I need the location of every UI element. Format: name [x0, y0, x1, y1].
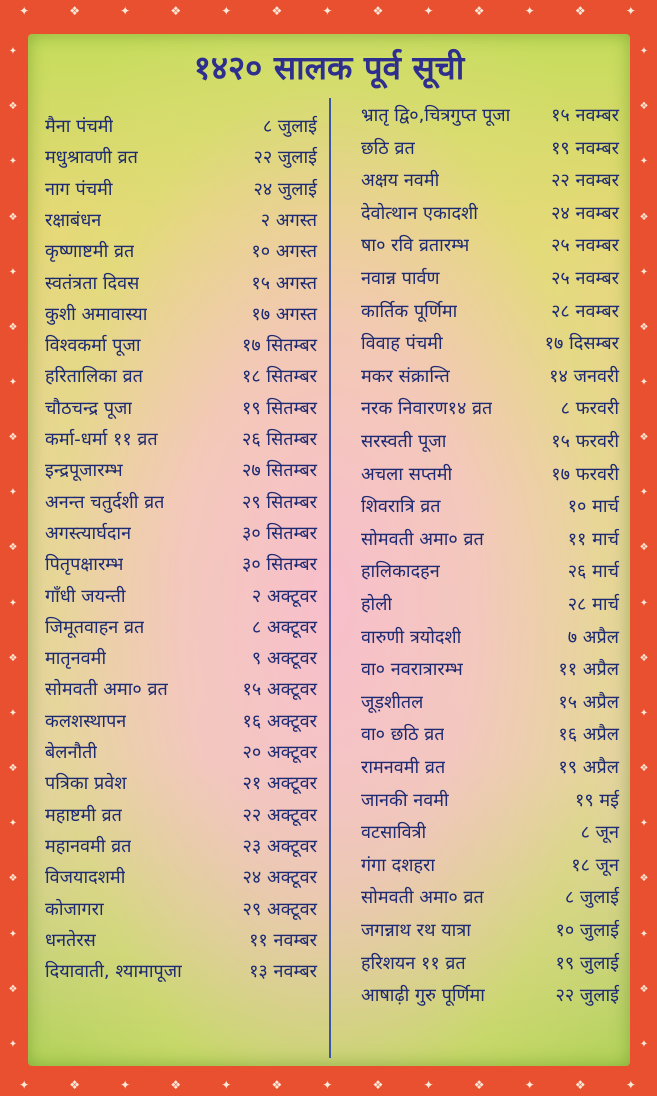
festival-name: सोमवती अमा० व्रत [361, 528, 484, 550]
list-item [45, 549, 317, 579]
festival-name: छठि व्रत [361, 137, 415, 159]
festival-name: नवान्न पार्वण [361, 268, 440, 289]
list-item [361, 948, 619, 978]
list-item [45, 925, 317, 955]
list-item [361, 752, 619, 782]
festival-date: १० मार्च [567, 496, 619, 518]
festival-name: मकर संक्रान्ति [361, 365, 450, 387]
list-item [361, 133, 619, 163]
list-item [361, 198, 619, 228]
list-item [45, 518, 317, 548]
festival-name: कार्तिक पूर्णिमा [361, 300, 458, 322]
festival-name: गाँधी जयन्ती [45, 585, 126, 607]
festival-date: ८ फरवरी [560, 398, 619, 420]
list-item [45, 612, 317, 642]
list-item [45, 831, 317, 861]
festival-name: देवोत्थान एकादशी [361, 202, 478, 224]
festival-date: ८ अक्टूवर [251, 616, 317, 638]
list-item [361, 524, 619, 554]
festival-name: हालिकादहन [361, 561, 440, 583]
left-border-ornament: ✦ ❖ ✦ ❖ ✦ ❖ ✦ ❖ ✦ ❖ ✦ ❖ ✦ ❖ ✦ ❖ ✦ ❖ ✦ [8, 46, 18, 1050]
list-item [361, 263, 619, 293]
festival-name: नरक निवारण१४ व्रत [361, 398, 493, 420]
list-item [45, 768, 317, 798]
festival-name: पत्रिका प्रवेश [45, 773, 127, 795]
festival-date: १५ अप्रैल [558, 691, 619, 713]
festival-date: २२ नवम्बर [551, 170, 619, 192]
festival-date: २ अक्टूवर [251, 585, 317, 607]
list-item [45, 862, 317, 892]
festival-list-panel [28, 34, 630, 1066]
list-item [361, 556, 619, 586]
festival-name: वा० छठि व्रत [361, 724, 445, 746]
list-item [361, 850, 619, 880]
festival-date: १७ सितम्बर [241, 335, 317, 357]
festival-date: २८ मार्च [567, 594, 619, 615]
list-item [45, 956, 317, 986]
festival-date: १९ अप्रैल [558, 757, 619, 778]
festival-date: १९ जुलाई [555, 952, 619, 974]
festival-date: १५ नवम्बर [551, 105, 619, 126]
list-item [45, 174, 317, 204]
festival-name: चौठचन्द्र पूजा [45, 397, 133, 419]
list-item [361, 654, 619, 684]
festival-date: २४ नवम्बर [551, 202, 619, 224]
festival-date: १७ अगस्त [251, 303, 317, 325]
list-item [45, 361, 317, 391]
festival-date: १७ दिसम्बर [544, 333, 619, 355]
list-item [361, 459, 619, 489]
festival-name: जिमूतवाहन व्रत [45, 616, 145, 638]
list-item [361, 882, 619, 912]
list-item [361, 589, 619, 619]
list-item [45, 268, 317, 298]
list-item [45, 706, 317, 736]
festival-name: विवाह पंचमी [361, 333, 443, 355]
festival-name: शिवरात्रि व्रत [361, 496, 441, 518]
list-item [361, 296, 619, 326]
festival-date: १० अगस्त [251, 241, 317, 263]
festival-name: जानकी नवमी [361, 789, 449, 811]
list-item [361, 100, 619, 130]
top-border-ornament: ✦ ❖ ✦ ❖ ✦ ❖ ✦ ❖ ✦ ❖ ✦ ❖ ✦ [19, 4, 638, 18]
festival-name: अक्षय नवमी [361, 170, 440, 192]
festival-date: १३ नवम्बर [249, 961, 317, 983]
list-item [45, 643, 317, 673]
list-item [361, 622, 619, 652]
list-item [361, 328, 619, 358]
festival-date: २४ जुलाई [253, 178, 317, 200]
festival-name: धनतेरस [45, 929, 96, 951]
festival-name: होली [361, 594, 393, 615]
list-item [361, 491, 619, 521]
festival-name: जूड़शीतल [361, 691, 424, 713]
festival-date: १४ जनवरी [549, 365, 619, 387]
list-item [45, 424, 317, 454]
bottom-border-ornament: ✦ ❖ ✦ ❖ ✦ ❖ ✦ ❖ ✦ ❖ ✦ ❖ ✦ [19, 1078, 638, 1092]
festival-date: २४ अक्टूवर [242, 867, 317, 889]
festival-date: २५ नवम्बर [551, 235, 619, 257]
list-item [45, 737, 317, 767]
right-border-ornament: ✦ ❖ ✦ ❖ ✦ ❖ ✦ ❖ ✦ ❖ ✦ ❖ ✦ ❖ ✦ ❖ ✦ ❖ ✦ [639, 46, 649, 1050]
festival-name: कलशस्थापन [45, 710, 127, 732]
festival-name: इन्द्रपूजारम्भ [45, 460, 123, 482]
festival-name: गंगा दशहरा [361, 854, 436, 876]
festival-name: नाग पंचमी [45, 178, 113, 200]
festival-name: महानवमी व्रत [45, 835, 132, 857]
list-item [45, 674, 317, 704]
festival-date: १८ सितम्बर [241, 366, 317, 388]
festival-name: अचला सप्तमी [361, 463, 453, 485]
festival-date: १५ फरवरी [551, 431, 619, 452]
festival-name: बेलनौती [45, 742, 98, 763]
festival-date: १५ अगस्त [251, 272, 317, 294]
festival-name: रामनवमी व्रत [361, 757, 446, 778]
festival-date: १६ अक्टूवर [242, 710, 317, 732]
festival-name: अनन्त चतुर्दशी व्रत [45, 491, 165, 513]
list-item [45, 142, 317, 172]
list-item [361, 393, 619, 423]
festival-date: १० जुलाई [555, 920, 619, 941]
festival-date: ८ जून [580, 822, 619, 844]
festival-date: १८ जून [571, 854, 619, 876]
festival-name: महाष्टमी व्रत [45, 804, 122, 826]
festival-name: षा० रवि व्रतारम्भ [361, 235, 470, 257]
festival-name: हरिशयन ११ व्रत [361, 952, 466, 974]
festival-name: कोजागरा [45, 898, 104, 920]
list-item [45, 111, 317, 141]
festival-date: १७ फरवरी [551, 463, 619, 485]
list-item [45, 487, 317, 517]
festival-name: कर्मा-धर्मा ११ व्रत [45, 429, 158, 450]
festival-date: २३ अक्टूवर [242, 835, 317, 857]
festival-name: आषाढ़ी गुरु पूर्णिमा [361, 985, 485, 1007]
list-item [45, 299, 317, 329]
list-item [45, 393, 317, 423]
festival-name: सरस्वती पूजा [361, 431, 447, 452]
festival-date: ८ जुलाई [564, 887, 619, 909]
festival-name: रक्षाबंधन [45, 209, 102, 231]
festival-date: १९ नवम्बर [551, 137, 619, 159]
festival-date: २ अगस्त [260, 209, 317, 231]
festival-name: सोमवती अमा० व्रत [45, 679, 168, 701]
festival-date: ३० सितम्बर [241, 554, 317, 576]
list-item [45, 330, 317, 360]
list-item [45, 581, 317, 611]
festival-name: मैना पंचमी [45, 116, 114, 137]
festival-date: २६ मार्च [567, 561, 619, 583]
festival-date: ९ अक्टूवर [251, 648, 317, 670]
festival-date: ११ अप्रैल [558, 659, 619, 681]
list-item [361, 361, 619, 391]
list-item [361, 719, 619, 749]
list-item [45, 236, 317, 266]
festival-date: २५ नवम्बर [551, 268, 619, 289]
festival-date: २६ सितम्बर [241, 429, 317, 450]
festival-name: विश्वकर्मा पूजा [45, 335, 141, 357]
list-item [45, 894, 317, 924]
festival-date: २८ नवम्बर [551, 300, 619, 322]
festival-name: मधुश्रावणी व्रत [45, 147, 138, 169]
festival-date: १६ अप्रैल [558, 724, 619, 746]
festival-name: हरितालिका व्रत [45, 366, 143, 388]
festival-name: अगस्त्यार्घदान [45, 522, 132, 544]
list-item [361, 980, 619, 1010]
list-item [45, 205, 317, 235]
list-item [361, 785, 619, 815]
column-divider [329, 98, 331, 1058]
festival-date: २१ अक्टूवर [242, 773, 317, 795]
list-item [361, 817, 619, 847]
festival-date: ११ मार्च [567, 528, 619, 550]
list-item [361, 230, 619, 260]
festival-name: कृष्णाष्टमी व्रत [45, 241, 135, 263]
festival-date: २९ सितम्बर [241, 491, 317, 513]
festival-date: २० अक्टूवर [242, 742, 317, 763]
festival-date: ७ अप्रैल [567, 626, 619, 648]
festival-name: सोमवती अमा० व्रत [361, 887, 484, 909]
list-item [361, 426, 619, 456]
festival-name: भ्रातृ द्वि०,चित्रगुप्त पूजा [361, 105, 511, 126]
festival-date: २२ अक्टूवर [242, 804, 317, 826]
festival-name: वा० नवरात्रारम्भ [361, 659, 463, 681]
festival-date: ११ नवम्बर [249, 929, 317, 951]
festival-name: मातृनवमी [45, 648, 107, 670]
festival-name: विजयादशमी [45, 867, 126, 889]
festival-date: २२ जुलाई [253, 147, 317, 169]
festival-name: वटसावित्री [361, 822, 427, 844]
festival-date: २२ जुलाई [555, 985, 619, 1007]
list-item [361, 915, 619, 945]
festival-date: ३० सितम्बर [241, 522, 317, 544]
festival-name: जगन्नाथ रथ यात्रा [361, 920, 471, 941]
festival-name: कुशी अमावास्या [45, 303, 148, 325]
festival-date: १९ सितम्बर [241, 397, 317, 419]
festival-name: पितृपक्षारम्भ [45, 554, 124, 576]
list-item [45, 455, 317, 485]
list-item [361, 687, 619, 717]
festival-date: २७ सितम्बर [241, 460, 317, 482]
page-title: १४२० सालक पूर्व सूची [193, 48, 465, 87]
festival-date: १९ मई [574, 789, 619, 811]
list-item [45, 800, 317, 830]
list-item [361, 165, 619, 195]
festival-date: २९ अक्टूवर [242, 898, 317, 920]
festival-name: स्वतंत्रता दिवस [45, 272, 140, 294]
festival-date: ८ जुलाई [262, 116, 317, 137]
festival-name: वारुणी त्रयोदशी [361, 626, 462, 648]
festival-name: दियावाती, श्यामापूजा [45, 961, 182, 983]
festival-date: १५ अक्टूवर [242, 679, 317, 701]
